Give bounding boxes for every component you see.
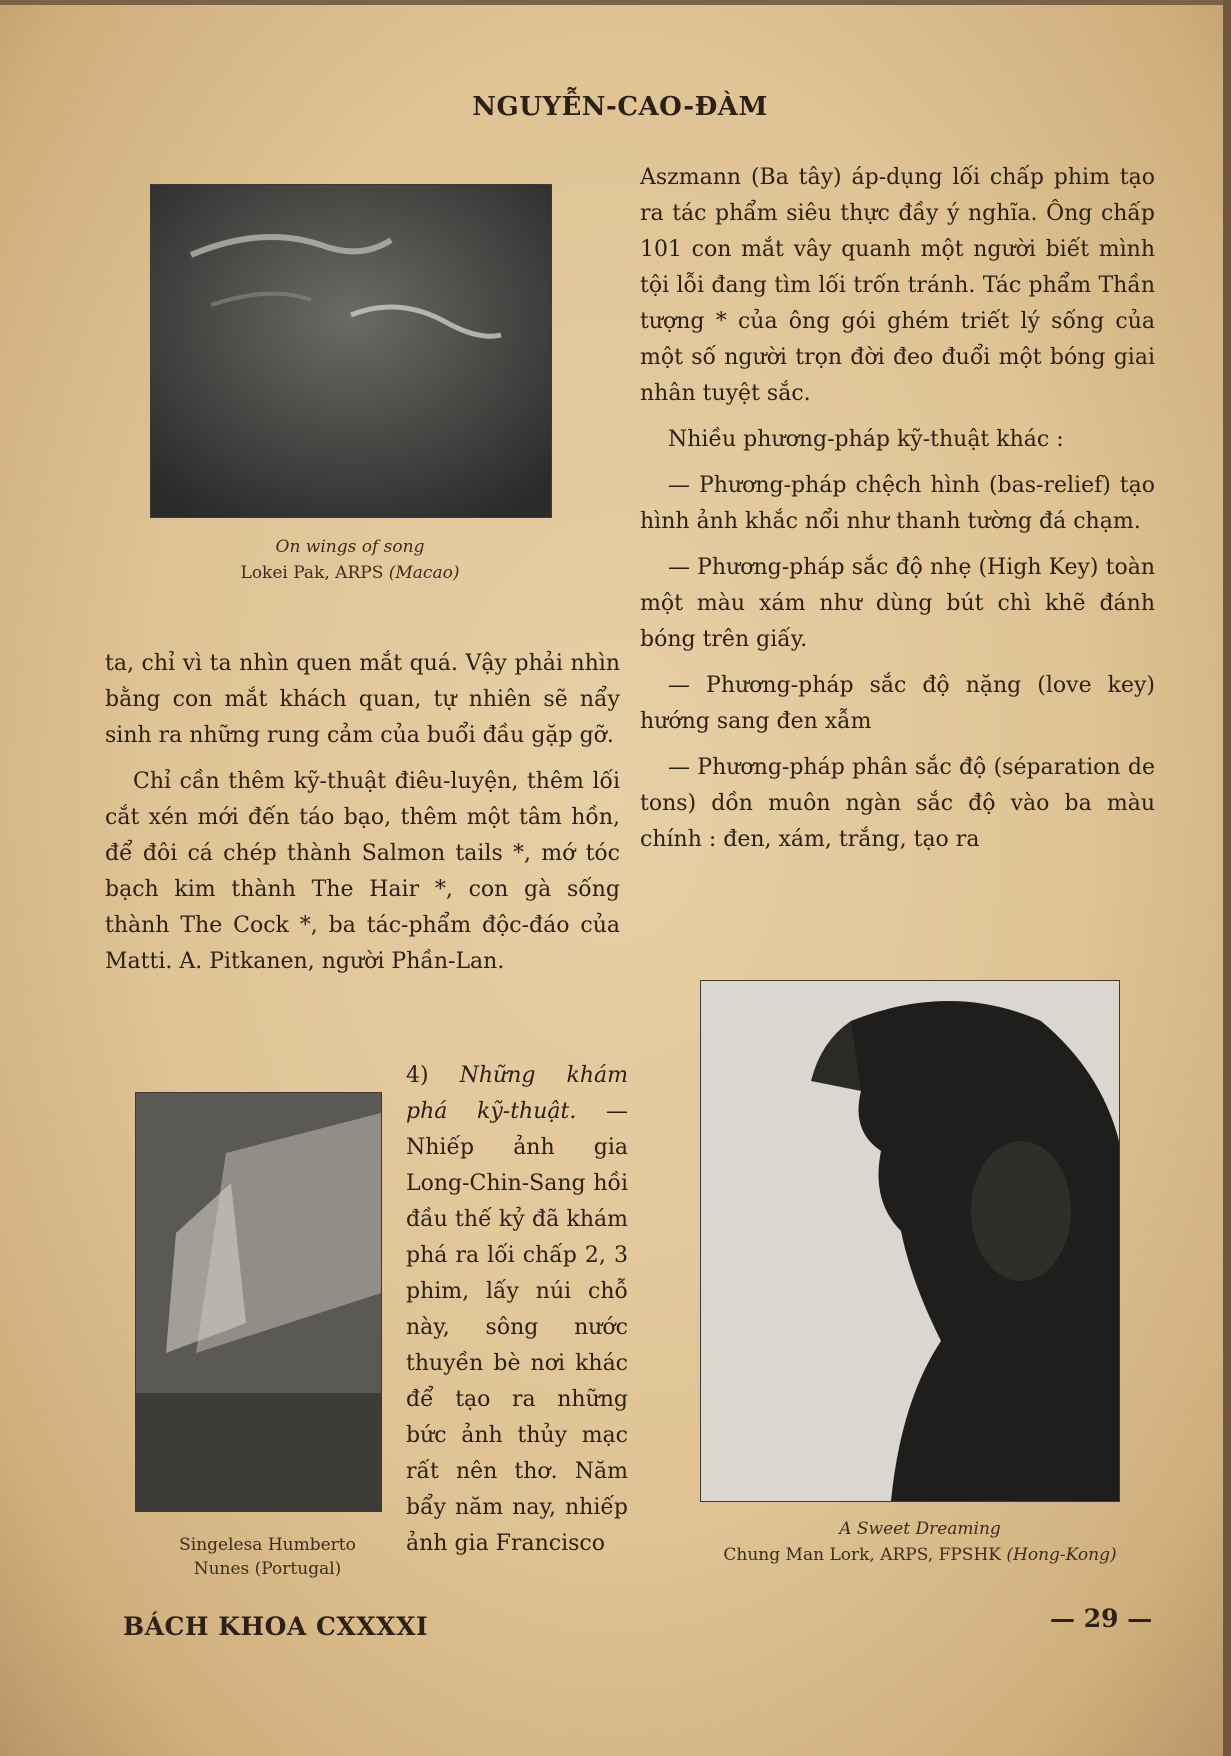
photo2-credit-line1: Singelesa Humberto — [179, 1535, 356, 1555]
right-paragraph-4: — Phương-pháp sắc độ nhẹ (High Key) toàn một màu xám như dùng bút chì khẽ đánh bóng trên giấy. — [640, 555, 1155, 652]
narrow-paragraph: Nhiếp ảnh gia Long-Chin-Sang hồi đầu thế kỷ đã khám phá ra lối chấp 2, 3 phim, lấy núi chỗ này, sông nước thuyền bè nơi khác để tạo ra những bức ảnh thủy mạc rất nên thơ. Năm bẩy năm nay, nhiếp ảnh gia Francisco — [406, 1135, 628, 1556]
page-number: — 29 — — [1050, 1604, 1153, 1633]
page-top-edge — [0, 0, 1231, 5]
photo-on-wings-of-song — [150, 184, 552, 518]
right-paragraph-3: — Phương-pháp chệch hình (bas-relief) tạo hình ảnh khắc nổi như thanh tường đá chạm. — [640, 473, 1155, 534]
page-right-edge — [1223, 0, 1231, 1756]
left-paragraph-1: ta, chỉ vì ta nhìn quen mắt quá. Vậy phải nhìn bằng con mắt khách quan, tự nhiên sẽ nẩy sinh ra những rung cảm của buổi đầu gặp gỡ. — [105, 651, 620, 748]
right-column-text — [640, 160, 1155, 868]
magazine-footer: BÁCH KHOA CXXXXI — [123, 1612, 429, 1641]
photo-a-sweet-dreaming — [700, 980, 1120, 1502]
photo3-place: (Hong-Kong) — [1006, 1545, 1117, 1565]
photo3-caption — [680, 1516, 1160, 1568]
left-column-text — [105, 646, 620, 990]
page-header: NGUYỄN-CAO-ĐÀM — [472, 92, 768, 122]
photo3-title: A Sweet Dreaming — [839, 1519, 1001, 1539]
right-paragraph-5: — Phương-pháp sắc độ nặng (love key) hướng sang đen xẫm — [640, 673, 1155, 734]
photo-singelesa — [135, 1092, 382, 1512]
photo2-caption — [150, 1533, 385, 1581]
photo1-caption — [150, 534, 550, 586]
right-paragraph-2: Nhiều phương-pháp kỹ-thuật khác : — [668, 427, 1064, 452]
photo1-credit: Lokei Pak, ARPS — [240, 563, 384, 583]
left-paragraph-2: Chỉ cần thêm kỹ-thuật điêu-luyện, thêm lối cắt xén mới đến táo bạo, thêm một tâm hồn, để đôi cá chép thành Salmon tails *, mớ tóc bạch kim thành The Hair *, con gà sống thành The Cock *, ba tác-phẩm độc-đáo của Matti. A. Pitkanen, người Phần-Lan. — [105, 769, 620, 974]
photo1-place: (Macao) — [388, 563, 460, 583]
photo1-title: On wings of song — [275, 537, 425, 557]
section-dash: — — [606, 1099, 628, 1124]
right-paragraph-6: — Phương-pháp phân sắc độ (séparation de tons) dồn muôn ngàn sắc độ vào ba màu chính : đen, xám, trắng, tạo ra — [640, 755, 1155, 852]
narrow-column-text — [406, 1058, 628, 1572]
photo3-credit: Chung Man Lork, ARPS, FPSHK — [723, 1545, 1001, 1565]
section-number: 4) — [406, 1063, 429, 1088]
section-heading: Những khám phá kỹ-thuật. — [406, 1063, 628, 1124]
photo2-credit-line2: Nunes (Portugal) — [193, 1559, 342, 1579]
right-paragraph-1: Aszmann (Ba tây) áp-dụng lối chấp phim tạo ra tác phẩm siêu thực đầy ý nghĩa. Ông chấp 101 con mắt vây quanh một người biết mình tội lỗi đang tìm lối trốn tránh. Tác phẩm Thần tượng * của ông gói ghém triết lý sống của một số người trọn đời đeo đuổi một bóng giai nhân tuyệt sắc. — [640, 165, 1155, 406]
